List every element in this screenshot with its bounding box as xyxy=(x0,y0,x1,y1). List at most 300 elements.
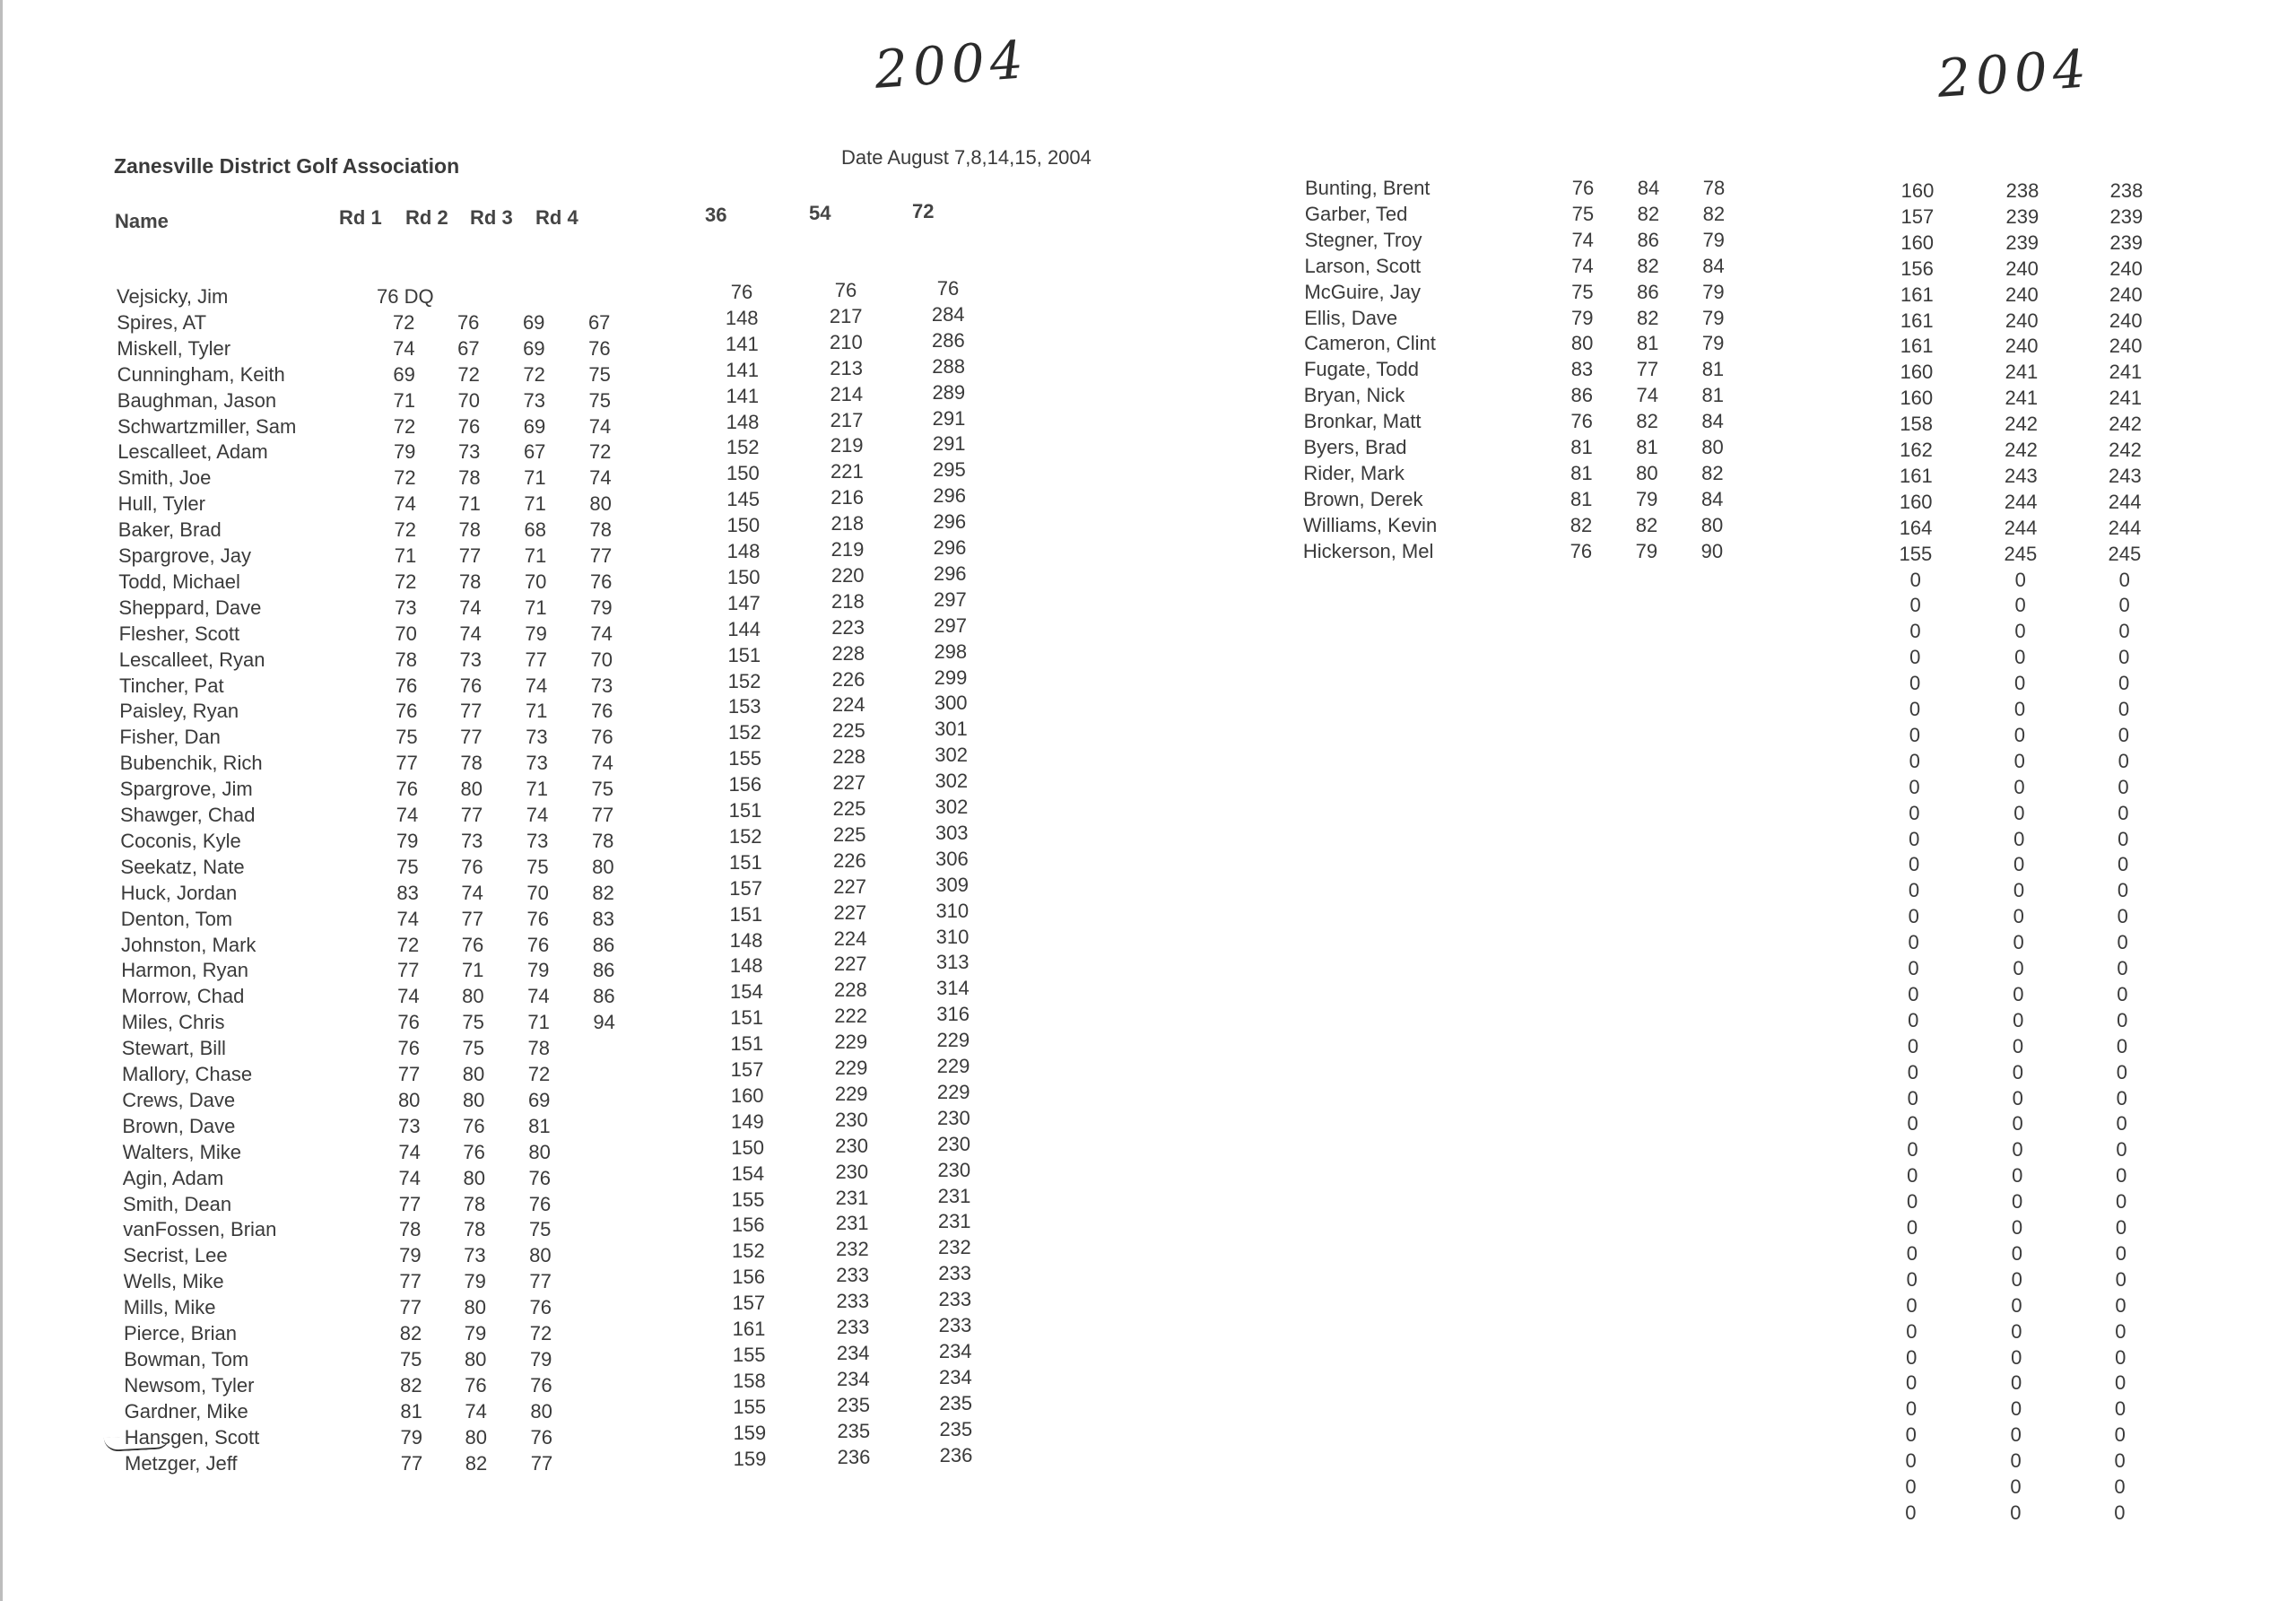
score-cell: 76 xyxy=(530,1373,552,1397)
score-cell: 74 xyxy=(526,804,549,826)
score-cell: 79 xyxy=(464,1270,486,1293)
score-cell: 71 xyxy=(525,700,548,723)
score-cell: 73 xyxy=(460,829,483,852)
score-cell: 76 xyxy=(588,336,611,360)
score-cell: 155 xyxy=(1899,542,1933,565)
score-cell: 78 xyxy=(458,518,482,542)
table-row xyxy=(1300,1084,2197,1109)
score-cell: 0 xyxy=(2116,1034,2128,1057)
score-cell: 74 xyxy=(396,804,419,826)
table-row xyxy=(1302,773,2199,798)
score-cell: 239 xyxy=(2005,231,2039,254)
score-cell: 310 xyxy=(935,899,970,922)
score-cell: 75 xyxy=(1571,280,1594,303)
score-cell: 223 xyxy=(831,615,865,639)
score-cell: 0 xyxy=(1908,853,1920,876)
player-name: Stegner, Troy xyxy=(1304,228,1422,251)
score-cell: 234 xyxy=(938,1339,972,1362)
score-cell: 83 xyxy=(1570,358,1594,381)
score-cell: 79 xyxy=(393,440,416,464)
score-cell: 0 xyxy=(2013,853,2025,876)
score-cell: 80 xyxy=(1636,461,1658,484)
player-name: Gardner, Mike xyxy=(124,1399,248,1423)
score-cell: 0 xyxy=(1909,827,1920,850)
score-cell: 80 xyxy=(462,1088,485,1111)
score-cell: 75 xyxy=(588,388,612,412)
score-cell: 0 xyxy=(2118,749,2129,772)
table-row xyxy=(125,1443,1004,1477)
score-cell: 73 xyxy=(526,752,548,775)
score-cell: 297 xyxy=(934,613,967,637)
player-name: Fugate, Todd xyxy=(1303,358,1419,381)
score-cell: 77 xyxy=(400,1451,423,1475)
score-cell: 227 xyxy=(832,771,866,795)
score-cell: 213 xyxy=(830,356,863,379)
score-cell: 218 xyxy=(831,589,865,613)
score-cell: 233 xyxy=(836,1316,870,1338)
score-cell: 79 xyxy=(1702,306,1725,329)
score-cell: 0 xyxy=(2118,594,2130,617)
score-cell: 0 xyxy=(2010,1475,2022,1498)
score-cell: 77 xyxy=(589,544,613,567)
score-cell: 0 xyxy=(2011,1267,2022,1291)
score-cell: 0 xyxy=(2013,723,2025,746)
score-cell: 228 xyxy=(834,979,867,1002)
table-row xyxy=(1299,1395,2196,1420)
score-cell: 141 xyxy=(726,332,759,355)
player-name: Hull, Tyler xyxy=(117,492,205,516)
score-cell: 0 xyxy=(2011,1345,2022,1369)
score-cell: 152 xyxy=(732,1240,765,1263)
score-cell: 0 xyxy=(1905,1449,1917,1473)
score-cell: 77 xyxy=(460,726,483,749)
col-header-rd3: Rd 3 xyxy=(470,206,513,229)
score-cell: 316 xyxy=(936,1003,970,1026)
score-cell: 235 xyxy=(939,1391,972,1414)
score-cell: 239 xyxy=(2005,204,2039,228)
score-cell: 217 xyxy=(830,408,864,431)
score-cell: 234 xyxy=(837,1367,870,1390)
score-cell: 75 xyxy=(399,1347,422,1370)
score-cell: 80 xyxy=(1700,513,1724,536)
score-cell: 159 xyxy=(733,1421,767,1444)
score-cell: 77 xyxy=(399,1296,422,1319)
score-cell: 236 xyxy=(837,1445,871,1468)
score-cell: 80 xyxy=(529,1244,552,1267)
score-cell: 284 xyxy=(931,302,965,326)
score-cell: 80 xyxy=(462,985,484,1008)
score-cell: 80 xyxy=(592,855,614,878)
score-cell: 79 xyxy=(1635,539,1658,562)
score-cell: 158 xyxy=(1900,413,1933,436)
score-cell: 72 xyxy=(396,933,420,956)
score-cell: 297 xyxy=(934,587,967,611)
score-cell: 76 xyxy=(463,1140,485,1163)
score-cell: 0 xyxy=(1907,1060,1919,1083)
score-cell: 80 xyxy=(589,492,612,516)
score-cell: 76 xyxy=(463,1114,485,1137)
score-cell: 77 xyxy=(591,804,614,826)
score-cell: 72 xyxy=(527,1063,551,1085)
player-name: Huck, Jordan xyxy=(120,881,238,904)
score-cell: 245 xyxy=(2004,542,2038,565)
player-name: Cunningham, Keith xyxy=(117,362,285,386)
score-cell: 0 xyxy=(1906,1241,1918,1265)
score-cell: 69 xyxy=(522,310,545,334)
score-cell: 0 xyxy=(2010,1449,2022,1473)
score-cell: 229 xyxy=(936,1029,970,1052)
score-cell: 79 xyxy=(590,596,613,619)
score-cell: 230 xyxy=(835,1108,868,1131)
score-cell: 80 xyxy=(465,1425,488,1449)
player-name: Stewart, Bill xyxy=(121,1037,226,1060)
score-cell: 0 xyxy=(2114,1397,2126,1421)
player-name: Hansgen, Scott xyxy=(124,1425,260,1449)
score-cell: 227 xyxy=(833,901,867,924)
score-cell: 235 xyxy=(837,1393,870,1416)
score-cell: 0 xyxy=(1908,905,1919,928)
score-cell: 0 xyxy=(2011,1216,2023,1239)
score-cell: 76 xyxy=(397,1011,420,1034)
player-name: Miles, Chris xyxy=(121,1011,225,1034)
score-cell: 67 xyxy=(523,440,546,464)
score-cell: 0 xyxy=(1905,1397,1918,1421)
score-cell: 74 xyxy=(397,985,420,1008)
score-cell: 219 xyxy=(830,434,864,457)
score-cell: 75 xyxy=(396,855,419,878)
table-row xyxy=(1304,410,2201,435)
score-cell: 74 xyxy=(461,881,483,904)
table-row xyxy=(1305,229,2202,254)
player-name: Garber, Ted xyxy=(1304,202,1408,225)
score-cell: 0 xyxy=(2118,801,2129,824)
score-cell: 0 xyxy=(1909,749,1920,772)
score-cell: 76 xyxy=(461,933,484,956)
score-cell: 0 xyxy=(2118,698,2130,720)
player-name: Rider, Mark xyxy=(1303,461,1405,484)
player-name: Bryan, Nick xyxy=(1303,384,1405,407)
score-cell: 229 xyxy=(834,1082,868,1105)
score-cell: 71 xyxy=(393,388,416,412)
table-row xyxy=(1301,954,2198,979)
score-cell: 244 xyxy=(2004,490,2038,513)
score-cell: 79 xyxy=(400,1425,423,1449)
score-cell: 75 xyxy=(1571,202,1595,225)
score-cell: 0 xyxy=(2013,931,2024,954)
score-cell: 72 xyxy=(529,1322,552,1344)
score-cell: 286 xyxy=(932,328,965,352)
player-name: Cameron, Clint xyxy=(1304,332,1436,355)
score-cell: 151 xyxy=(729,902,763,926)
score-cell: 241 xyxy=(2109,361,2143,384)
score-cell: 72 xyxy=(394,466,416,490)
table-row xyxy=(1300,1188,2196,1213)
score-cell: 0 xyxy=(2114,1371,2126,1395)
score-cell: 233 xyxy=(836,1264,869,1287)
score-cell: 0 xyxy=(2013,698,2026,720)
score-cell: 82 xyxy=(400,1373,422,1397)
score-cell: 81 xyxy=(1570,487,1593,510)
score-cell: 0 xyxy=(2117,982,2128,1005)
player-name: Baker, Brad xyxy=(117,518,222,542)
score-cell: 296 xyxy=(933,536,967,559)
table-row xyxy=(1299,1421,2196,1446)
score-cell: 76 xyxy=(526,907,550,930)
score-cell: 228 xyxy=(832,745,865,769)
score-cell: 86 xyxy=(592,959,615,982)
score-cell: 160 xyxy=(1900,361,1934,384)
table-row xyxy=(1301,902,2198,927)
score-cell: 238 xyxy=(2109,179,2144,202)
score-cell: 0 xyxy=(1905,1371,1918,1395)
score-cell: 161 xyxy=(1900,309,1934,332)
score-cell: 76 xyxy=(526,933,550,956)
player-name: Ellis, Dave xyxy=(1304,306,1398,329)
score-cell: 157 xyxy=(1900,204,1935,228)
score-cell: 224 xyxy=(831,693,865,717)
score-cell: 71 xyxy=(458,492,481,516)
score-cell: 153 xyxy=(727,695,761,718)
score-cell: 150 xyxy=(726,462,760,485)
score-cell: 78 xyxy=(463,1192,486,1215)
score-cell: 0 xyxy=(1907,1086,1918,1109)
score-cell: 157 xyxy=(730,1058,764,1081)
table-row xyxy=(1300,1162,2196,1187)
score-cell: 81 xyxy=(400,1399,422,1423)
player-name: Brown, Derek xyxy=(1303,487,1423,510)
score-cell: 72 xyxy=(588,440,612,464)
score-cell: 74 xyxy=(398,1166,422,1189)
score-cell: 80 xyxy=(464,1296,487,1319)
table-row xyxy=(1302,669,2199,694)
score-cell: 154 xyxy=(731,1162,765,1185)
score-cell: 240 xyxy=(2005,283,2039,306)
organization-title: Zanesville District Golf Association xyxy=(114,154,460,178)
score-cell: 74 xyxy=(1571,228,1594,251)
score-cell: 148 xyxy=(726,410,760,433)
score-cell: 0 xyxy=(2013,801,2025,824)
score-cell: 70 xyxy=(526,881,549,904)
score-cell: 0 xyxy=(2117,853,2129,876)
score-cell: 77 xyxy=(461,907,484,930)
score-cell: 80 xyxy=(397,1088,421,1111)
score-cell: 69 xyxy=(523,414,546,438)
score-cell: 78 xyxy=(395,648,418,671)
table-row xyxy=(1300,1240,2196,1265)
table-row xyxy=(1305,203,2202,228)
score-cell: 227 xyxy=(833,874,866,898)
score-cell: 86 xyxy=(1637,280,1659,303)
player-name: Coconis, Kyle xyxy=(120,829,241,852)
score-cell: 160 xyxy=(1900,387,1934,410)
score-cell: 86 xyxy=(1637,228,1659,251)
score-cell: 219 xyxy=(831,538,865,561)
score-cell: 0 xyxy=(2013,827,2025,850)
score-cell: 242 xyxy=(2109,413,2142,436)
score-cell: 0 xyxy=(2013,982,2024,1005)
score-cell: 82 xyxy=(1570,513,1593,536)
score-cell: 225 xyxy=(832,719,865,743)
player-name: Bowman, Tom xyxy=(124,1347,249,1370)
score-cell: 83 xyxy=(592,907,615,930)
score-cell: 233 xyxy=(938,1314,972,1336)
player-name: Vejsicky, Jim xyxy=(117,285,229,308)
score-cell: 0 xyxy=(1905,1423,1917,1447)
score-cell: 75 xyxy=(588,362,611,386)
score-cell: 76 xyxy=(730,281,753,303)
score-cell: 296 xyxy=(933,484,966,508)
score-cell: 0 xyxy=(2115,1293,2126,1317)
score-cell: 227 xyxy=(833,953,867,976)
table-row xyxy=(1304,384,2201,409)
score-cell: 151 xyxy=(730,1006,763,1030)
score-cell: 73 xyxy=(395,596,417,619)
col-header-54: 54 xyxy=(809,202,831,224)
score-cell: 0 xyxy=(2118,620,2130,643)
table-row xyxy=(1300,1058,2197,1083)
score-cell: 230 xyxy=(937,1158,971,1181)
score-cell: 82 xyxy=(592,881,614,904)
score-cell: 74 xyxy=(459,622,482,645)
score-cell: 244 xyxy=(2108,490,2142,513)
table-row xyxy=(1299,1318,2196,1343)
score-cell: 79 xyxy=(526,959,550,982)
score-cell: 154 xyxy=(730,980,763,1004)
table-row xyxy=(1303,540,2200,565)
score-cell: 0 xyxy=(2116,1190,2127,1214)
score-cell: 244 xyxy=(2004,516,2038,539)
score-cell: 0 xyxy=(2012,1034,2024,1057)
player-name: Williams, Kevin xyxy=(1303,513,1438,536)
score-cell: 0 xyxy=(2116,1086,2127,1109)
score-cell: 78 xyxy=(463,1218,486,1241)
score-cell: 296 xyxy=(933,510,967,534)
player-name: Newsom, Tyler xyxy=(124,1373,255,1397)
score-cell: 71 xyxy=(394,544,417,567)
score-cell: 151 xyxy=(729,850,762,874)
score-cell: 210 xyxy=(830,330,863,353)
score-cell: 76 xyxy=(591,726,613,749)
score-cell: 0 xyxy=(2118,723,2129,746)
score-cell: 160 xyxy=(1900,231,1935,254)
score-cell: 155 xyxy=(733,1395,766,1418)
score-cell: 226 xyxy=(833,848,866,872)
score-cell: 82 xyxy=(1637,306,1659,329)
score-cell: 0 xyxy=(2014,620,2026,643)
table-row xyxy=(1301,928,2198,953)
score-cell: 74 xyxy=(393,336,415,360)
score-cell: 229 xyxy=(936,1080,970,1103)
score-cell: 76 DQ xyxy=(377,285,434,308)
score-cell: 81 xyxy=(1636,436,1658,458)
player-name: Flesher, Scott xyxy=(118,622,240,645)
score-cell: 0 xyxy=(1906,1216,1918,1239)
score-cell: 229 xyxy=(834,1031,868,1054)
score-cell: 0 xyxy=(2117,931,2128,954)
score-cell: 83 xyxy=(396,881,419,904)
score-cell: 76 xyxy=(459,674,483,697)
score-cell: 90 xyxy=(1700,539,1724,562)
table-row xyxy=(1302,617,2199,642)
score-cell: 0 xyxy=(1909,568,1921,591)
score-cell: 70 xyxy=(457,388,481,412)
score-cell: 0 xyxy=(1906,1319,1918,1343)
score-cell: 76 xyxy=(530,1425,553,1449)
score-cell: 150 xyxy=(726,565,761,588)
score-cell: 298 xyxy=(934,640,968,663)
score-cell: 152 xyxy=(727,669,761,692)
score-cell: 0 xyxy=(2013,775,2025,798)
score-cell: 164 xyxy=(1899,516,1933,539)
score-cell: 71 xyxy=(524,492,546,516)
score-cell: 80 xyxy=(1701,436,1724,458)
score-cell: 68 xyxy=(524,518,547,542)
score-cell: 0 xyxy=(2012,1190,2023,1214)
score-cell: 71 xyxy=(526,778,549,801)
score-cell: 145 xyxy=(726,488,760,511)
score-cell: 0 xyxy=(1908,1008,1919,1031)
score-cell: 84 xyxy=(1702,254,1725,277)
score-cell: 86 xyxy=(1570,384,1594,407)
player-name: Todd, Michael xyxy=(118,570,240,593)
score-cell: 70 xyxy=(395,622,417,645)
player-name: Shawger, Chad xyxy=(120,804,256,826)
score-cell: 0 xyxy=(2115,1216,2127,1239)
score-cell: 156 xyxy=(728,773,762,796)
score-cell: 75 xyxy=(526,855,549,878)
score-cell: 0 xyxy=(1909,723,1920,746)
table-row xyxy=(1302,643,2199,668)
score-cell: 0 xyxy=(2116,1138,2127,1162)
score-cell: 233 xyxy=(938,1262,971,1285)
table-row xyxy=(1299,1473,2196,1498)
score-cell: 216 xyxy=(831,486,864,509)
score-cell: 240 xyxy=(2109,283,2143,306)
score-cell: 73 xyxy=(590,674,613,697)
score-cell: 228 xyxy=(831,641,865,665)
score-cell: 74 xyxy=(527,985,550,1008)
score-cell: 77 xyxy=(458,544,482,567)
score-cell: 232 xyxy=(938,1236,971,1259)
score-cell: 70 xyxy=(590,648,613,671)
table-row xyxy=(1300,1109,2197,1135)
score-cell: 161 xyxy=(1900,335,1934,358)
score-cell: 233 xyxy=(938,1288,972,1311)
score-cell: 0 xyxy=(2115,1267,2126,1291)
score-cell: 0 xyxy=(2117,905,2128,928)
player-name: Morrow, Chad xyxy=(121,985,245,1008)
player-name: Johnston, Mark xyxy=(121,933,257,956)
score-cell: 232 xyxy=(836,1238,869,1261)
score-cell: 238 xyxy=(2005,179,2039,202)
score-cell: 74 xyxy=(394,492,416,516)
table-row xyxy=(1305,177,2202,202)
score-cell: 76 xyxy=(397,1037,421,1060)
table-row xyxy=(1304,358,2201,383)
score-cell: 79 xyxy=(1571,306,1594,329)
score-cell: 240 xyxy=(2005,309,2039,332)
score-cell: 225 xyxy=(832,797,866,820)
score-cell: 161 xyxy=(1899,464,1933,487)
score-cell: 0 xyxy=(1909,775,1920,798)
table-row xyxy=(1299,1344,2196,1369)
handwritten-year-right: 2004 xyxy=(1935,38,2093,109)
score-cell: 76 xyxy=(528,1166,552,1189)
score-cell: 76 xyxy=(590,700,613,723)
score-cell: 71 xyxy=(527,1011,550,1034)
score-cell: 300 xyxy=(934,692,968,715)
score-cell: 0 xyxy=(1909,698,1921,720)
